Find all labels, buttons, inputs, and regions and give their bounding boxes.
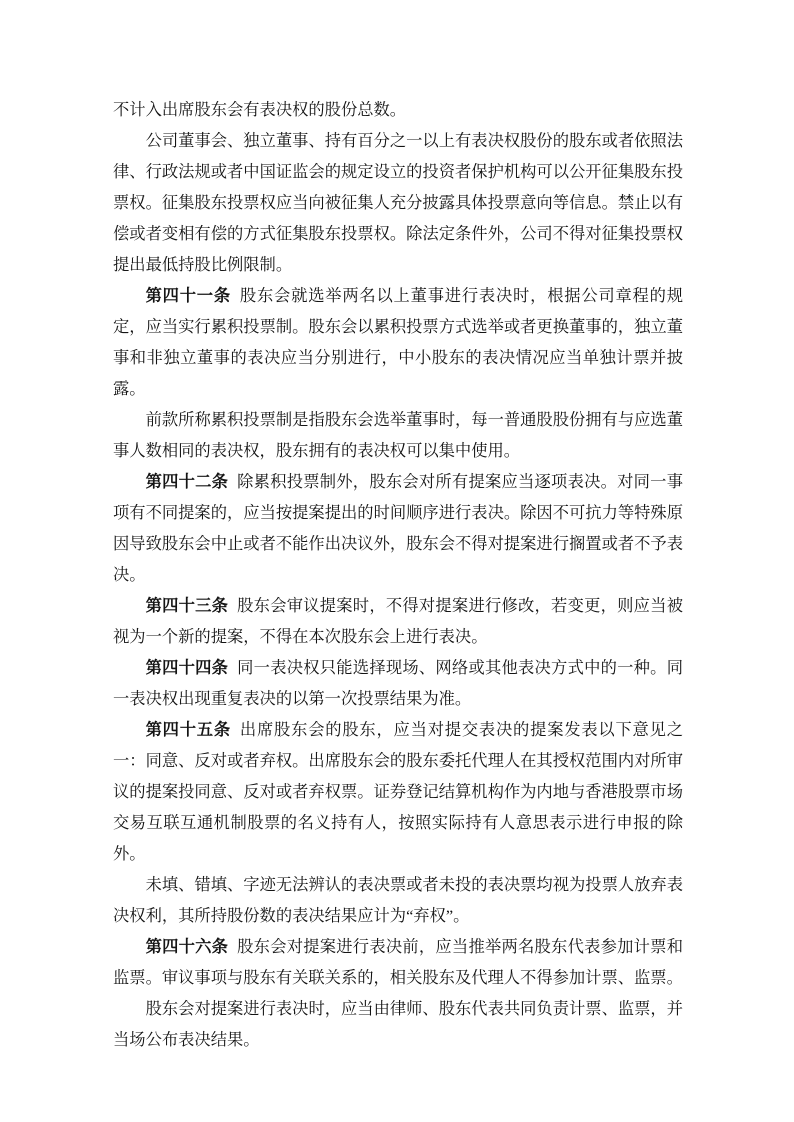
paragraph bbox=[113, 94, 683, 125]
paragraph-text: 前款所称累积投票制是指股东会选举董事时，每一普通股股份拥有与应选董事人数相同的表决权，股东拥有的表决权可以集中使用。 bbox=[113, 410, 683, 460]
article-paragraph bbox=[113, 280, 683, 404]
article-paragraph bbox=[113, 652, 683, 714]
paragraph-text: 不计入出席股东会有表决权的股份总数。 bbox=[113, 100, 407, 119]
article-number: 第四十五条 bbox=[145, 720, 231, 739]
article-number: 第四十四条 bbox=[145, 658, 229, 677]
paragraph bbox=[113, 125, 683, 280]
paragraph-text: 出席股东会的股东，应当对提交表决的提案发表以下意见之一：同意、反对或者弃权。出席股东会的股东委托代理人在其授权范围内对所审议的提案投同意、反对或者弃权票。证券登记结算机构作为内地与香港股票市场交易互联互通机制股票的名义持有人，按照实际持有人意思表示进行申报的除外。 bbox=[113, 720, 683, 863]
article-number: 第四十二条 bbox=[145, 472, 229, 491]
paragraph-text: 股东会对提案进行表决前，应当推举两名股东代表参加计票和监票。审议事项与股东有关联关系的，相关股东及代理人不得参加计票、监票。 bbox=[113, 937, 683, 987]
paragraph-text: 未填、错填、字迹无法辨认的表决票或者未投的表决票均视为投票人放弃表决权利，其所持股份数的表决结果应计为“弃权”。 bbox=[113, 875, 683, 925]
article-paragraph bbox=[113, 714, 683, 869]
paragraph bbox=[113, 404, 683, 466]
paragraph-text: 股东会审议提案时，不得对提案进行修改，若变更，则应当被视为一个新的提案，不得在本次股东会上进行表决。 bbox=[113, 596, 683, 646]
document-body bbox=[113, 94, 683, 1055]
paragraph-text: 同一表决权只能选择现场、网络或其他表决方式中的一种。同一表决权出现重复表决的以第一次投票结果为准。 bbox=[113, 658, 683, 708]
paragraph bbox=[113, 869, 683, 931]
paragraph-text: 除累积投票制外，股东会对所有提案应当逐项表决。对同一事项有不同提案的，应当按提案提出的时间顺序进行表决。除因不可抗力等特殊原因导致股东会中止或者不能作出决议外，股东会不得对提案进行搁置或者不予表决。 bbox=[113, 472, 683, 584]
article-paragraph bbox=[113, 466, 683, 590]
article-paragraph bbox=[113, 931, 683, 993]
paragraph-text: 股东会就选举两名以上董事进行表决时，根据公司章程的规定，应当实行累积投票制。股东会以累积投票方式选举或者更换董事的，独立董事和非独立董事的表决应当分别进行，中小股东的表决情况应当单独计票并披露。 bbox=[113, 286, 683, 398]
article-paragraph bbox=[113, 590, 683, 652]
article-number: 第四十一条 bbox=[145, 286, 231, 305]
article-number: 第四十六条 bbox=[145, 937, 229, 956]
paragraph bbox=[113, 993, 683, 1055]
paragraph-text: 股东会对提案进行表决时，应当由律师、股东代表共同负责计票、监票，并当场公布表决结果。 bbox=[113, 999, 683, 1049]
paragraph-text: 公司董事会、独立董事、持有百分之一以上有表决权股份的股东或者依照法律、行政法规或者中国证监会的规定设立的投资者保护机构可以公开征集股东投票权。征集股东投票权应当向被征集人充分披露具体投票意向等信息。禁止以有偿或者变相有偿的方式征集股东投票权。除法定条件外，公司不得对征集投票权提出最低持股比例限制。 bbox=[113, 131, 683, 274]
article-number: 第四十三条 bbox=[145, 596, 229, 615]
